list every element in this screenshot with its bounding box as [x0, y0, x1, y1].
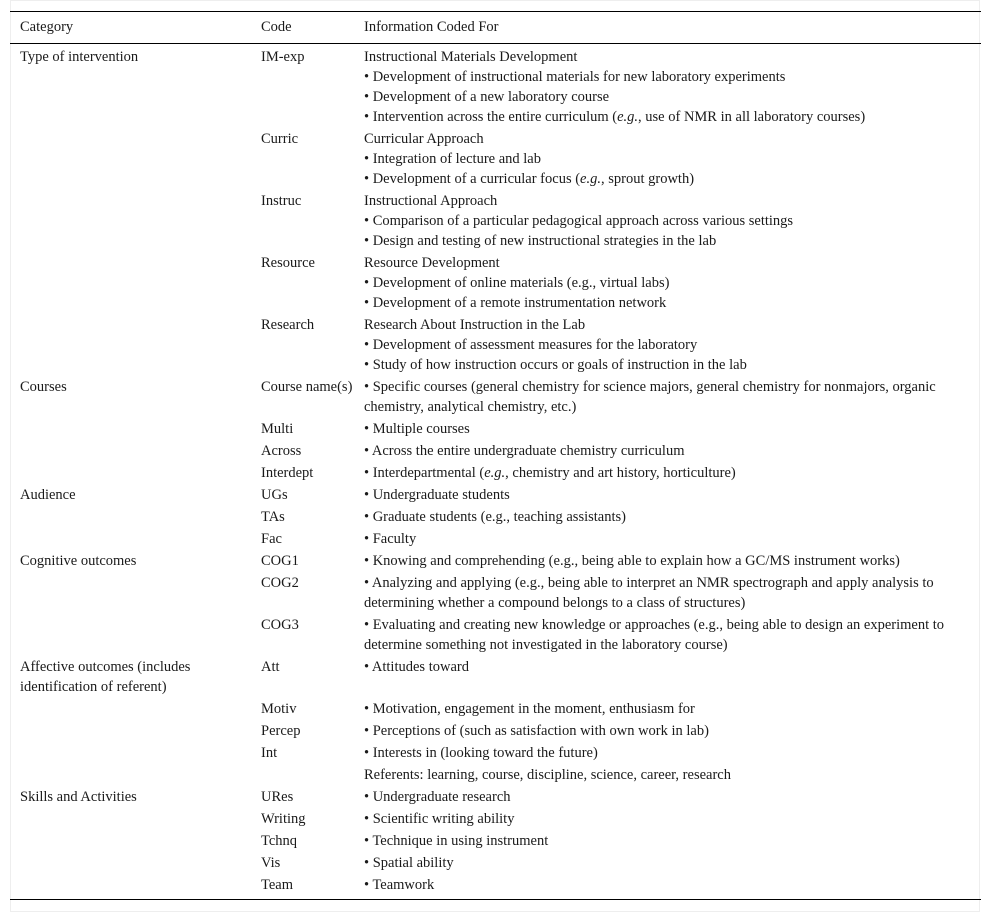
table-row: [10, 314, 981, 376]
code-cell: COG2: [261, 575, 299, 591]
information-line: • Undergraduate research: [364, 789, 511, 805]
information-line: • Comparison of a particular pedagogical approach across various settings: [364, 213, 794, 229]
information-line: [364, 169, 973, 189]
category-cell: [10, 440, 261, 462]
category-cell: Audience: [20, 487, 76, 503]
information-line: • Specific courses (general chemistry for science majors, general chemistry for nonmajors, organic chemistry, analytical chemistry, etc.): [364, 379, 936, 415]
category-cell: [10, 764, 261, 786]
table-row: [10, 44, 981, 129]
table-body: [10, 44, 981, 900]
table-row: [10, 440, 981, 462]
italic-abbreviation: e.g.: [484, 465, 506, 481]
italic-abbreviation: e.g.: [580, 171, 601, 187]
information-line: • Multiple courses: [364, 421, 470, 437]
table-row: [10, 830, 981, 852]
table-row: [10, 720, 981, 742]
code-cell: Instruc: [261, 193, 302, 209]
table-row: [10, 252, 981, 314]
information-line: • Evaluating and creating new knowledge or approaches (e.g., being able to design an experiment to determine something not investigated in the laboratory course): [364, 617, 945, 653]
category-cell: Cognitive outcomes: [20, 553, 137, 569]
code-cell: Resource: [261, 255, 315, 271]
information-line: • Technique in using instrument: [364, 833, 549, 849]
code-cell: [261, 764, 364, 786]
information-line: • Attitudes toward: [364, 659, 469, 675]
information-cell: [364, 506, 981, 528]
table-row: [10, 852, 981, 874]
category-cell: Skills and Activities: [20, 789, 137, 805]
header-information: Information Coded For: [364, 12, 981, 44]
information-cell: [364, 572, 981, 614]
code-cell: Across: [261, 443, 302, 459]
table-row: [10, 462, 981, 484]
table-row: [10, 418, 981, 440]
code-cell: COG1: [261, 553, 299, 569]
category-cell: [10, 190, 261, 252]
table-row: [10, 656, 981, 698]
category-cell: [10, 572, 261, 614]
information-line: • Undergraduate students: [364, 487, 510, 503]
category-cell: [10, 462, 261, 484]
code-cell: IM-exp: [261, 49, 305, 65]
information-line: • Development of instructional materials for new laboratory experiments: [364, 69, 786, 85]
information-line: • Interests in (looking toward the future): [364, 745, 598, 761]
coding-scheme-table: [10, 11, 981, 900]
information-line: • Perceptions of (such as satisfaction with own work in lab): [364, 723, 709, 739]
information-cell: [364, 874, 981, 900]
information-line: • Analyzing and applying (e.g., being able to interpret an NMR spectrograph and apply analysis to determining whether a compound belongs to a class of structures): [364, 575, 934, 611]
code-cell: URes: [261, 789, 294, 805]
category-cell: [10, 614, 261, 656]
table-row: [10, 550, 981, 572]
information-line: • Across the entire undergraduate chemistry curriculum: [364, 443, 685, 459]
category-cell: Affective outcomes (includes identification of referent): [20, 659, 191, 695]
information-line: • Teamwork: [364, 877, 435, 893]
information-cell: [364, 764, 981, 786]
information-line: • Knowing and comprehending (e.g., being able to explain how a GC/MS instrument works): [364, 553, 900, 569]
table-row: [10, 376, 981, 418]
text-segment: • Development of a curricular focus (: [364, 171, 581, 187]
code-cell: Research: [261, 317, 315, 333]
category-cell: [10, 698, 261, 720]
table-row: [10, 506, 981, 528]
information-line: • Study of how instruction occurs or goals of instruction in the lab: [364, 357, 747, 373]
information-cell: [364, 742, 981, 764]
information-cell: [364, 44, 981, 129]
information-line: Research About Instruction in the Lab: [364, 317, 586, 333]
code-cell: Curric: [261, 131, 299, 147]
header-row: [10, 12, 981, 44]
category-cell: [10, 528, 261, 550]
information-cell: [364, 252, 981, 314]
code-cell: Motiv: [261, 701, 297, 717]
code-cell: Att: [261, 659, 280, 675]
information-line: • Graduate students (e.g., teaching assistants): [364, 509, 626, 525]
category-cell: Type of intervention: [20, 49, 139, 65]
category-cell: [10, 418, 261, 440]
category-cell: Courses: [20, 379, 67, 395]
information-cell: [364, 418, 981, 440]
information-line: • Motivation, engagement in the moment, enthusiasm for: [364, 701, 695, 717]
information-line: Resource Development: [364, 255, 500, 271]
information-line: • Design and testing of new instructional strategies in the lab: [364, 233, 717, 249]
information-cell: [364, 808, 981, 830]
text-segment: , sprout growth): [600, 171, 695, 187]
information-line: [364, 107, 973, 127]
information-line: • Development of a remote instrumentation network: [364, 295, 667, 311]
table-row: [10, 786, 981, 808]
text-segment: , use of NMR in all laboratory courses): [638, 109, 866, 125]
information-cell: [364, 720, 981, 742]
code-cell: UGs: [261, 487, 288, 503]
information-cell: [364, 462, 981, 484]
table-row: [10, 614, 981, 656]
information-cell: [364, 484, 981, 506]
header-code: Code: [261, 12, 364, 44]
table-row: [10, 742, 981, 764]
information-line: Instructional Materials Development: [364, 49, 578, 65]
code-cell: Int: [261, 745, 278, 761]
information-cell: [364, 128, 981, 190]
category-cell: [10, 314, 261, 376]
table-row: [10, 484, 981, 506]
category-cell: [10, 808, 261, 830]
information-line: • Development of online materials (e.g., virtual labs): [364, 275, 670, 291]
information-line: [364, 463, 973, 483]
category-cell: [10, 742, 261, 764]
information-cell: [364, 376, 981, 418]
information-line: • Scientific writing ability: [364, 811, 515, 827]
category-cell: [10, 128, 261, 190]
text-segment: • Intervention across the entire curriculum (: [364, 109, 618, 125]
category-cell: [10, 506, 261, 528]
information-line: Referents: learning, course, discipline, science, career, research: [364, 767, 731, 783]
code-cell: Team: [261, 874, 364, 900]
information-line: Curricular Approach: [364, 131, 484, 147]
information-line: • Integration of lecture and lab: [364, 151, 541, 167]
information-cell: [364, 528, 981, 550]
code-cell: COG3: [261, 617, 299, 633]
table-row: [10, 572, 981, 614]
category-cell: [10, 830, 261, 852]
table-row: [10, 528, 981, 550]
code-cell: Vis: [261, 855, 281, 871]
table-row: [10, 128, 981, 190]
table-row: [10, 764, 981, 786]
table-row: [10, 698, 981, 720]
information-cell: [364, 830, 981, 852]
information-line: • Development of a new laboratory course: [364, 89, 610, 105]
category-cell: [10, 252, 261, 314]
table-row: [10, 190, 981, 252]
code-cell: Multi: [261, 421, 294, 437]
text-segment: , chemistry and art history, horticulture): [505, 465, 736, 481]
code-cell: Course name(s): [261, 379, 353, 395]
information-cell: [364, 852, 981, 874]
information-line: • Development of assessment measures for the laboratory: [364, 337, 698, 353]
category-cell: [10, 852, 261, 874]
code-cell: Interdept: [261, 465, 314, 481]
category-cell: [10, 874, 261, 900]
information-cell: [364, 440, 981, 462]
information-cell: [364, 614, 981, 656]
code-cell: Percep: [261, 723, 301, 739]
information-cell: [364, 656, 981, 698]
information-cell: [364, 550, 981, 572]
table-row: [10, 808, 981, 830]
information-line: • Spatial ability: [364, 855, 454, 871]
information-line: Instructional Approach: [364, 193, 498, 209]
code-cell: Tchnq: [261, 833, 298, 849]
text-segment: • Interdepartmental (: [364, 465, 485, 481]
information-line: • Faculty: [364, 531, 417, 547]
table-row: [10, 874, 981, 900]
category-cell: [10, 720, 261, 742]
italic-abbreviation: e.g.: [617, 109, 639, 125]
code-cell: Writing: [261, 811, 306, 827]
information-cell: [364, 314, 981, 376]
code-cell: Fac: [261, 531, 282, 547]
code-cell: TAs: [261, 509, 285, 525]
information-cell: [364, 190, 981, 252]
information-cell: [364, 698, 981, 720]
header-category: Category: [10, 12, 261, 44]
information-cell: [364, 786, 981, 808]
